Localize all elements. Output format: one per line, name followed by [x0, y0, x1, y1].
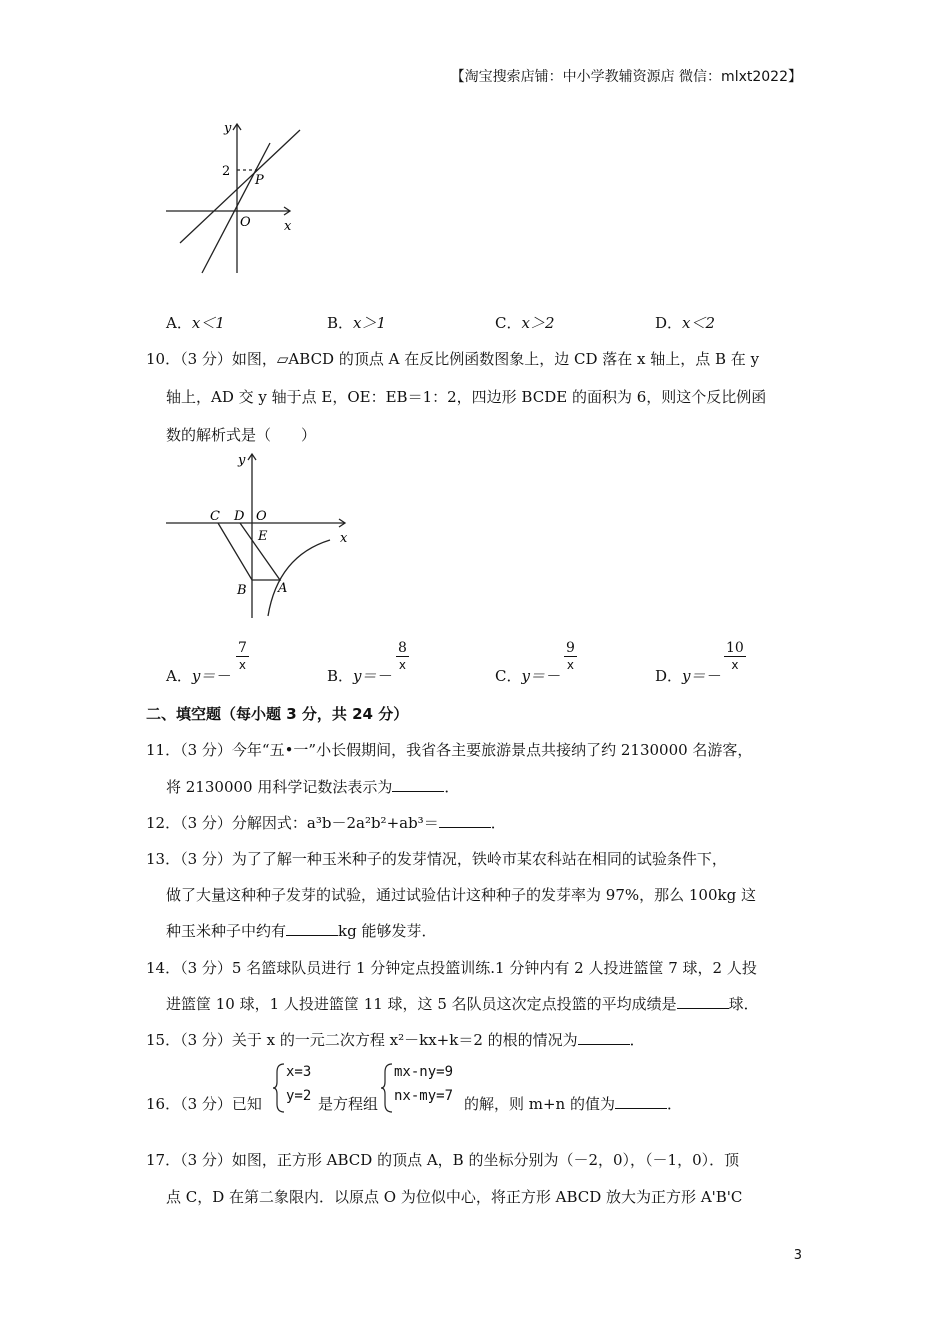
line-l2: [202, 143, 270, 273]
page-header: 【淘宝搜索店铺：中小学教辅资源店 微信：mlxt2022】: [450, 69, 802, 85]
fig10-e-label: E: [258, 529, 268, 544]
q16-answer-blank[interactable]: [615, 1094, 667, 1109]
q11-answer-blank[interactable]: [392, 777, 444, 792]
fig10-y-label: y: [238, 453, 246, 468]
q15-answer-blank[interactable]: [578, 1030, 630, 1045]
q16-brace-2: [380, 1062, 394, 1114]
q12-line: 12．（3 分）分解因式：a³b－2a²b²+ab³＝ ．: [146, 814, 506, 832]
fig10-d-label: D: [234, 509, 245, 524]
q14-answer-blank[interactable]: [677, 994, 729, 1009]
q16-suffix: 的解，则 m+n 的值为 ．: [464, 1095, 683, 1113]
q16-system2-eq2: nx-my=7: [394, 1088, 454, 1104]
q13-line-1: 13．（3 分）为了了解一种玉米种子的发芽情况，铁岭市某农科站在相同的试验条件下，: [146, 850, 727, 868]
q9-option-d[interactable]: D．x＜2: [655, 314, 716, 332]
q10-line-2: 轴上，AD 交 y 轴于点 E，OE：EB＝1：2，四边形 BCDE 的面积为 6，则这个反比例函: [166, 388, 767, 406]
fig9-p-label: P: [255, 173, 264, 188]
q10-option-a-fraction: $\frac{7}{x}$: [238, 640, 247, 672]
q13-line-3: 种玉米种子中约有 kg 能够发芽．: [166, 922, 437, 940]
fig9-x-label: x: [284, 219, 292, 234]
fig9-y-label: y: [224, 121, 232, 136]
q11-line-2: 将 2130000 用科学记数法表示为 ．: [166, 778, 460, 796]
q16-system1-eq2: y=2: [286, 1088, 312, 1104]
hyperbola-branch: [268, 540, 330, 616]
fig10-b-label: B: [237, 583, 247, 598]
q13-line-2: 做了大量这种种子发芽的试验，通过试验估计这种种子的发芽率为 97%，那么 100kg 这: [166, 886, 756, 904]
q17-line-2: 点 C，D 在第二象限内．以原点 O 为位似中心，将正方形 ABCD 放大为正方形 A'B'C: [166, 1188, 743, 1206]
q10-option-c-fraction: $\frac{9}{x}$: [566, 640, 575, 672]
q16-mid: 是方程组: [318, 1095, 379, 1113]
q15-line: 15．（3 分）关于 x 的一元二次方程 x²－kx+k＝2 的根的情况为 ．: [146, 1031, 645, 1049]
q16-system1-eq1: x=3: [286, 1064, 312, 1080]
q14-line-2: 进篮筐 10 球，1 人投进篮筐 11 球，这 5 名队员这次定点投篮的平均成绩是 球．: [166, 995, 759, 1013]
q16-brace-1: [272, 1062, 286, 1114]
q9-option-b[interactable]: B．x＞1: [327, 314, 387, 332]
fig10-o-label: O: [256, 509, 267, 524]
q17-line-1: 17．（3 分）如图，正方形 ABCD 的顶点 A，B 的坐标分别为（－2，0），（－1，0）．顶: [146, 1151, 740, 1169]
q12-answer-blank[interactable]: [439, 813, 491, 828]
q10-line-3: 数的解析式是（ ）: [166, 426, 317, 444]
q9-option-a[interactable]: A．x＜1: [166, 314, 225, 332]
q14-line-1: 14．（3 分）5 名篮球队员进行 1 分钟定点投篮训练.1 分钟内有 2 人投进篮筐 7 球，2 人投: [146, 959, 757, 977]
fig10-a-label: A: [278, 581, 288, 596]
q10-figure: [160, 448, 360, 623]
q10-option-b[interactable]: B．y＝－: [327, 667, 392, 685]
q10-option-b-fraction: $\frac{8}{x}$: [398, 640, 407, 672]
fig10-x-label: x: [340, 531, 348, 546]
q10-line-1: 10．（3 分）如图，▱ABCD 的顶点 A 在反比例函数图象上，边 CD 落在 x 轴上，点 B 在 y: [146, 350, 760, 368]
q10-option-d-fraction: $\frac{10}{x}$: [726, 640, 744, 672]
q16-system2-eq1: mx-ny=9: [394, 1064, 454, 1080]
fig10-c-label: C: [210, 509, 220, 524]
q9-option-c[interactable]: C．x＞2: [495, 314, 555, 332]
q16-prefix: 16．（3 分）已知: [146, 1095, 262, 1113]
page-number: 3: [793, 1248, 802, 1263]
q13-answer-blank[interactable]: [286, 921, 338, 936]
q9-figure: [160, 118, 310, 278]
q10-option-a[interactable]: A．y＝－: [166, 667, 231, 685]
fig9-two-label: 2: [222, 164, 231, 179]
parallelogram: [218, 523, 280, 580]
q10-option-d[interactable]: D．y＝－: [655, 667, 721, 685]
section-2-heading: 二、填空题（每小题 3 分，共 24 分）: [146, 705, 409, 723]
fig9-origin-label: O: [240, 215, 251, 230]
q10-option-c[interactable]: C．y＝－: [495, 667, 560, 685]
q11-line-1: 11．（3 分）今年“五•一”小长假期间，我省各主要旅游景点共接纳了约 2130000 名游客，: [146, 741, 753, 759]
